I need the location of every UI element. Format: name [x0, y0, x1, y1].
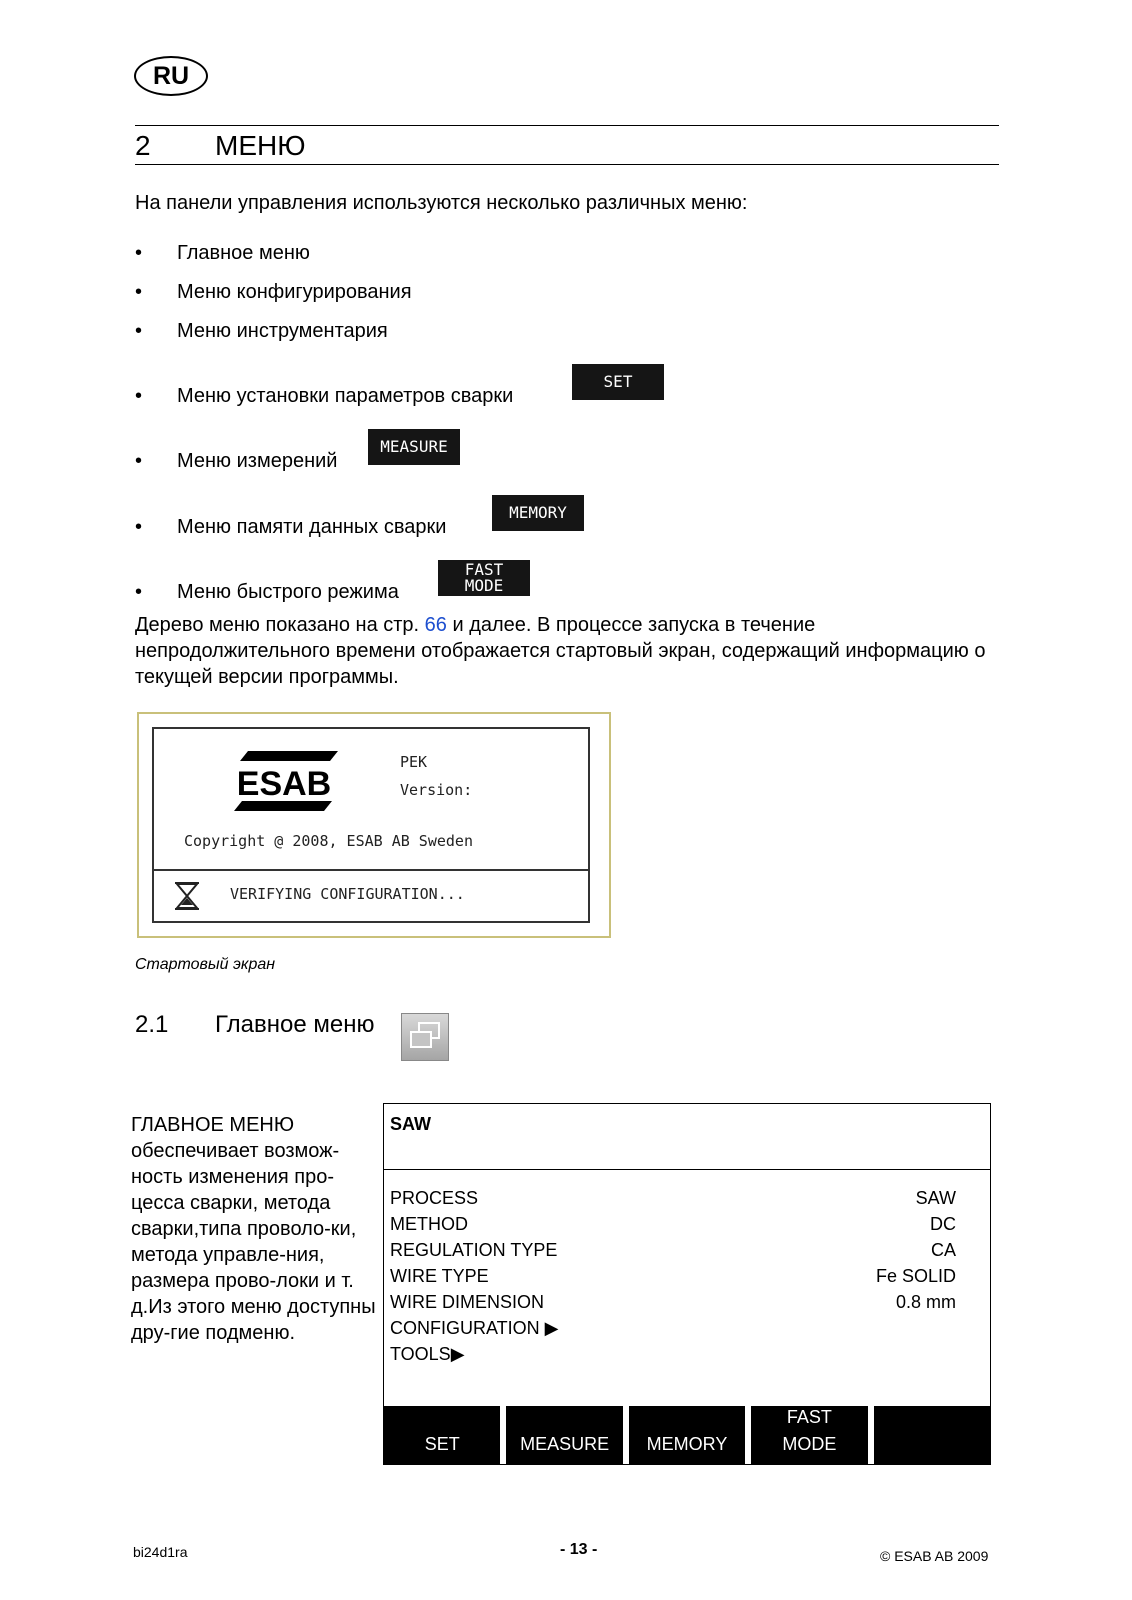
startup-screen-figure [137, 712, 611, 938]
main-menu-screen [383, 1103, 991, 1465]
page-link[interactable]: 66 [424, 614, 447, 636]
intro-text: На панели управления используются несколько различных меню: [135, 192, 748, 214]
softkey-bar [384, 1406, 990, 1464]
hourglass-icon [174, 882, 200, 910]
section-title: МЕНЮ [215, 130, 306, 161]
startup-screen [152, 727, 590, 923]
list-item: • Меню конфигурирования [135, 281, 412, 303]
subsection-number: 2.1 [135, 1011, 169, 1038]
windows-icon [401, 1013, 449, 1061]
softkey-set[interactable]: SET [384, 1406, 500, 1464]
measure-button-image: MEASURE [368, 429, 460, 465]
set-button-image: SET [572, 364, 664, 400]
main-menu-description: ГЛАВНОЕ МЕНЮ обеспечивает возмож-ность изменения про-цесса сварки, метода сварки,типа проволо-ки, метода управле-ния, размера прово-локи и т. д.Из этого меню доступны дру-гие подменю. [131, 1114, 376, 1344]
document-code: bi24d1ra [133, 1544, 188, 1560]
menu-row-configuration[interactable]: CONFIGURATION ▶ [390, 1318, 559, 1338]
svg-text:ESAB: ESAB [236, 765, 332, 803]
esab-logo [234, 749, 338, 813]
list-item: • Меню измерений [135, 450, 338, 472]
section-number: 2 [135, 130, 151, 161]
language-badge: RU [134, 56, 208, 96]
status-text: VERIFYING CONFIGURATION... [230, 885, 465, 903]
softkey-fast-mode[interactable]: FAST MODE [751, 1406, 867, 1464]
subsection-heading [135, 1011, 374, 1039]
menu-row-wire-type[interactable]: WIRE TYPE Fe SOLID [390, 1266, 956, 1286]
list-item: • Меню памяти данных сварки [135, 516, 447, 538]
menu-row-method[interactable]: METHOD DC [390, 1214, 956, 1234]
list-item: • Меню быстрого режима [135, 581, 399, 603]
page-number: - 13 - [560, 1541, 598, 1558]
heading-bottom-rule [135, 164, 999, 165]
figure-caption: Стартовый экран [135, 956, 276, 973]
fast-mode-button-image: FAST MODE [438, 560, 530, 596]
section-heading [135, 130, 306, 162]
menu-tree-paragraph: Дерево меню показано на стр. 66 и далее. В процессе запуска в течение непродолжительного времени отображается стартовый экран, содержащий информацию о текущей версии программы. [135, 614, 986, 688]
menu-row-wire-dimension[interactable]: WIRE DIMENSION 0.8 mm [390, 1292, 956, 1312]
list-item: • Меню установки параметров сварки [135, 385, 514, 407]
menu-row-process[interactable]: PROCESS SAW [390, 1188, 956, 1208]
softkey-blank[interactable] [874, 1406, 990, 1464]
heading-top-rule [135, 125, 999, 126]
version-label: Version: [400, 781, 473, 799]
title-divider [384, 1169, 990, 1170]
menu-row-regulation-type[interactable]: REGULATION TYPE CA [390, 1240, 956, 1260]
copyright-text: Copyright @ 2008, ESAB AB Sweden [184, 832, 473, 850]
menu-title: SAW [390, 1114, 432, 1134]
memory-button-image: MEMORY [492, 495, 584, 531]
menu-row-tools[interactable]: TOOLS▶ [390, 1344, 465, 1364]
status-bar [154, 869, 588, 921]
list-item: • Меню инструментария [135, 320, 388, 342]
copyright-footer: © ESAB AB 2009 [880, 1548, 989, 1564]
product-name: PEK [400, 753, 428, 771]
softkey-memory[interactable]: MEMORY [629, 1406, 745, 1464]
subsection-title: Главное меню [215, 1011, 375, 1038]
list-item: • Главное меню [135, 242, 310, 264]
softkey-measure[interactable]: MEASURE [506, 1406, 622, 1464]
